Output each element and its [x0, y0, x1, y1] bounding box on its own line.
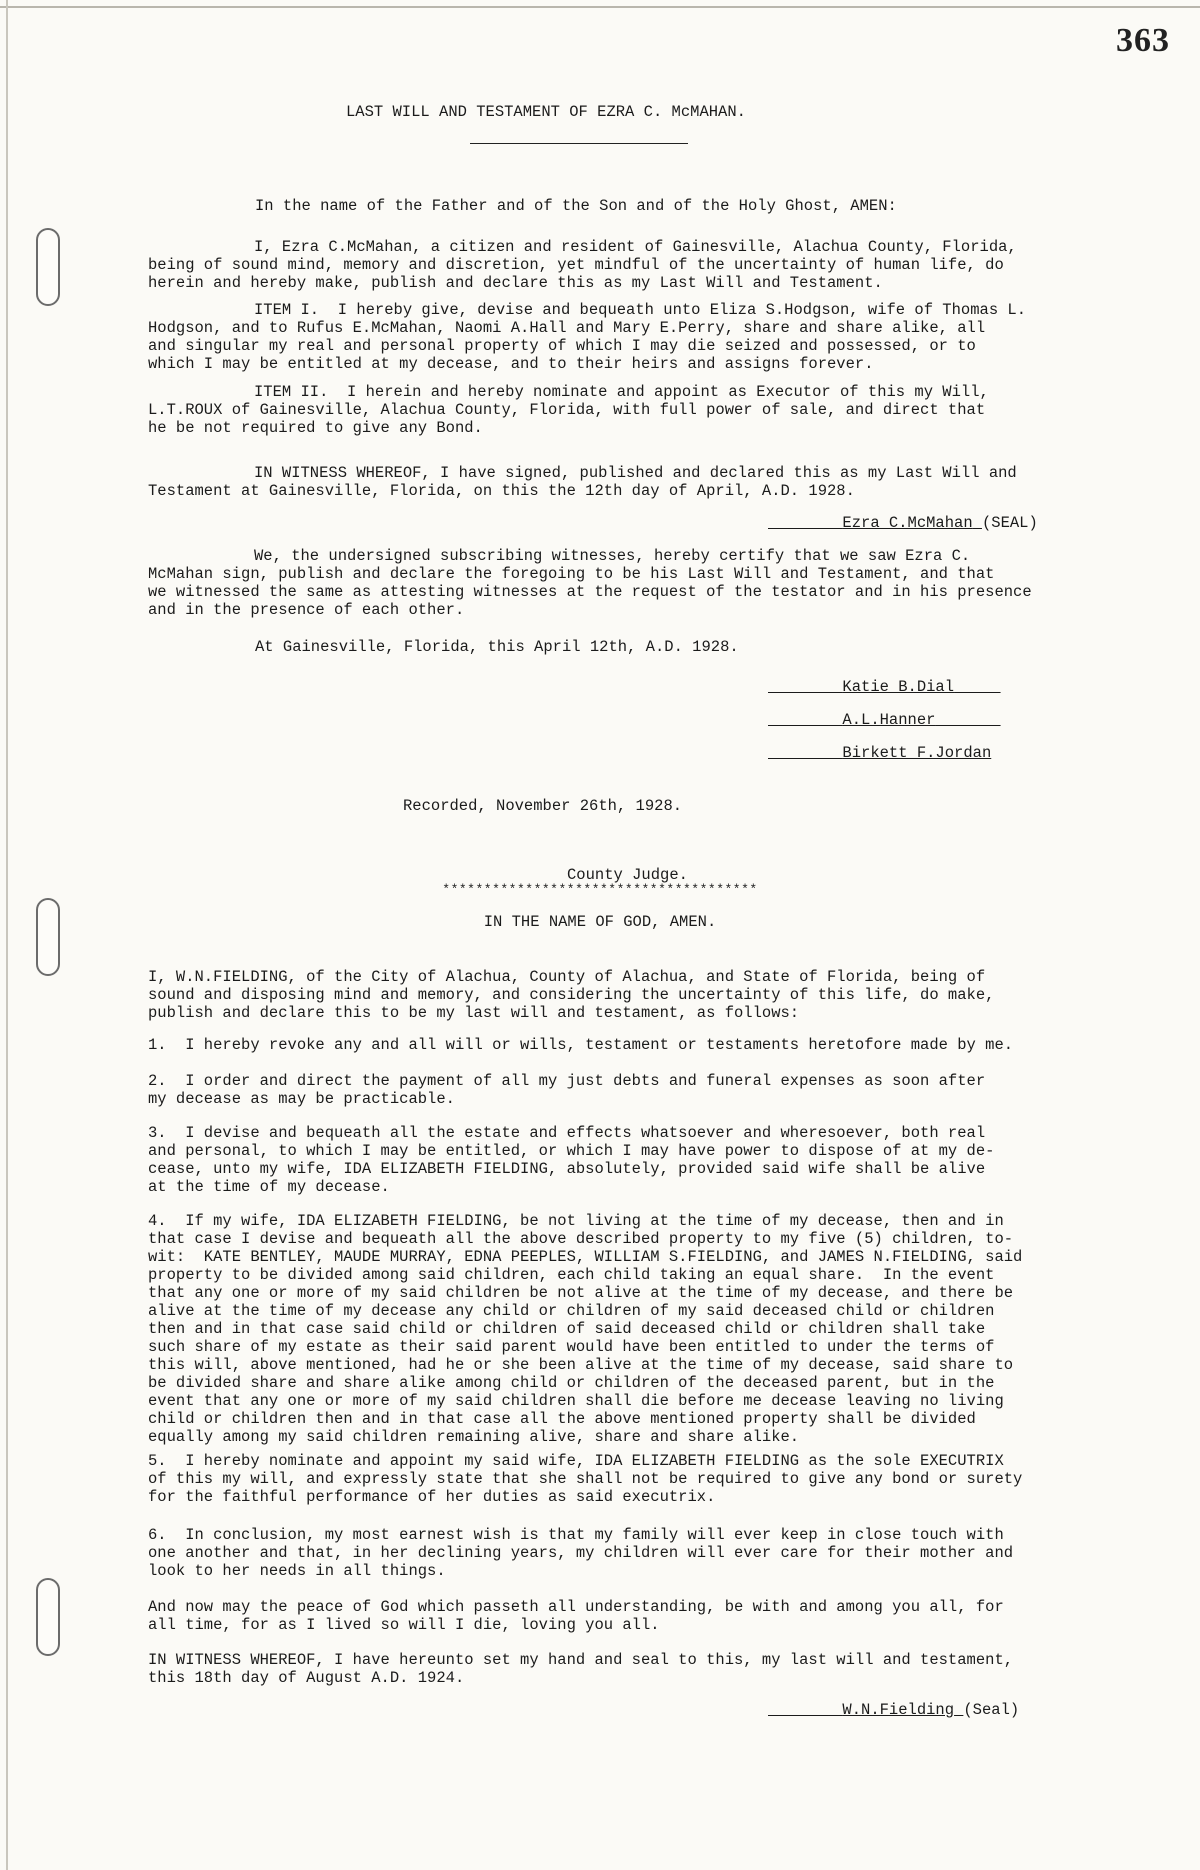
punch-hole-icon: [36, 1578, 60, 1656]
will1-paragraph: I, Ezra C.McMahan, a citizen and resident of Gainesville, Alachua County, Florida, being of sound mind, memory and discretion, yet mindful of the uncertainty of human life, do herein and hereby make, publish and declare this as my Last Will and Testament.: [148, 238, 1017, 292]
witness-signature: A.L.Hanner: [842, 711, 936, 729]
will1-place-date: At Gainesville, Florida, this April 12th, A.D. 1928.: [255, 638, 739, 656]
will1-witness-clause: IN WITNESS WHEREOF, I have signed, published and declared this as my Last Will and Testament at Gainesville, Florida, on this the 12th day of April, A.D. 1928.: [148, 464, 1017, 500]
will2-signature: W.N.Fielding: [842, 1701, 955, 1719]
will1-seal: (SEAL): [981, 514, 1038, 532]
punch-hole-icon: [36, 228, 60, 306]
will2-witness-clause: IN WITNESS WHEREOF, I have hereunto set my hand and seal to this, my last will and testament, this 18th day of August A.D. 1924.: [148, 1651, 1014, 1687]
witness-signature: Birkett F.Jordan: [842, 744, 992, 762]
will1-invocation: In the name of the Father and of the Son and of the Holy Ghost, AMEN:: [255, 197, 897, 215]
will2-clause-1: 1. I hereby revoke any and all will or wills, testament or testaments heretofore made by me.: [148, 1036, 1014, 1054]
witness-signature: Katie B.Dial: [842, 678, 955, 696]
witness-signature-line: [768, 744, 991, 762]
page-edge-left: [6, 0, 8, 1870]
county-judge-label: County Judge.: [567, 866, 688, 884]
will2-heading: IN THE NAME OF GOD, AMEN.: [483, 913, 717, 931]
will1-item-1: ITEM I. I hereby give, devise and bequeath unto Eliza S.Hodgson, wife of Thomas L. Hodgson, and to Rufus E.McMahan, Naomi A.Hall and Mary E.Perry, share and share alike, all and singular my real and personal property of which I may die seized and possessed, or to which I may be entitled at my decease, and to their heirs and assigns forever.: [148, 301, 1027, 373]
will2-intro: I, W.N.FIELDING, of the City of Alachua, County of Alachua, and State of Florida, being of sound and disposing mind and memory, and considering the uncertainty of this life, do make, publish and declare this to be my last will and testament, as follows:: [148, 968, 995, 1022]
will2-clause-6: 6. In conclusion, my most earnest wish is that my family will ever keep in close touch with one another and that, in her declining years, my children will ever care for their mother and look to her needs in all things.: [148, 1526, 1014, 1580]
witness-signature-line: [768, 678, 1001, 696]
will2-clause-4: 4. If my wife, IDA ELIZABETH FIELDING, be not living at the time of my decease, then and in that case I devise and bequeath all the above described property to my five (5) children, to- wit: KATE BENTLEY, MAUDE MURRAY, EDNA PEEPLES, WILLIAM S.FIELDING, and JAMES N.FIELDING, said property to be divided among said children, each child taking an equal share. In the event that any one or more of my said children be not alive at the time of my decease, and there be alive at the time of my decease any child or children of my said deceased child or children then and in that case said child or children of said deceased child or children shall take such share of my estate as their said parent would have been entitled to under the terms of this will, above mentioned, had he or she been alive at the time of my decease, said share to be divided share and share alike among child or children of the deceased parent, but in the event that any one or more of my said children shall die before me decease leaving no living child or children then and in that case all the above mentioned property shall be divided equally among my said children remaining alive, share and share alike.: [148, 1212, 1023, 1446]
will1-item-2: ITEM II. I herein and hereby nominate and appoint as Executor of this my Will, L.T.ROUX of Gainesville, Alachua County, Florida, with full power of sale, and direct that he be not required to give any Bond.: [148, 383, 989, 437]
will2-seal: (Seal): [963, 1701, 1020, 1719]
will2-clause-3: 3. I devise and bequeath all the estate and effects whatsoever and wheresoever, both real and personal, to which I may be entitled, or which I may have power to dispose of at my de- cease, unto my wife, IDA ELIZABETH FIELDING, absolutely, provided said wife shall be alive at the time of my decease.: [148, 1124, 995, 1196]
title-underline: [470, 143, 688, 144]
will1-signature-line: [768, 514, 1038, 532]
will1-title: LAST WILL AND TESTAMENT OF EZRA C. McMAHAN.: [346, 103, 746, 121]
will1-attestation: We, the undersigned subscribing witnesses, hereby certify that we saw Ezra C. McMahan sign, publish and declare the foregoing to be his Last Will and Testament, and that we witnessed the same as attesting witnesses at the request of the testator and in his presence and in the presence of each other.: [148, 547, 1032, 619]
page-edge-top: [0, 6, 1200, 8]
will2-clause-5: 5. I hereby nominate and appoint my said wife, IDA ELIZABETH FIELDING as the sole EXECUTRIX of this my will, and expressly state that she shall not be required to give any bond or surety for the faithful performance of her duties as said executrix.: [148, 1452, 1023, 1506]
punch-hole-icon: [36, 898, 60, 976]
will2-peace-paragraph: And now may the peace of God which passeth all understanding, be with and among you all, for all time, for as I lived so will I die, loving you all.: [148, 1598, 1004, 1634]
page-number: 363: [1116, 22, 1170, 59]
recorded-date: Recorded, November 26th, 1928.: [403, 797, 683, 815]
separator-stars: **************************************: [442, 882, 758, 897]
will1-signature: Ezra C.McMahan: [842, 514, 973, 532]
will2-signature-line: [768, 1701, 1019, 1719]
witness-signature-line: [768, 711, 1001, 729]
will2-clause-2: 2. I order and direct the payment of all my just debts and funeral expenses as soon after my decease as may be practicable.: [148, 1072, 986, 1108]
